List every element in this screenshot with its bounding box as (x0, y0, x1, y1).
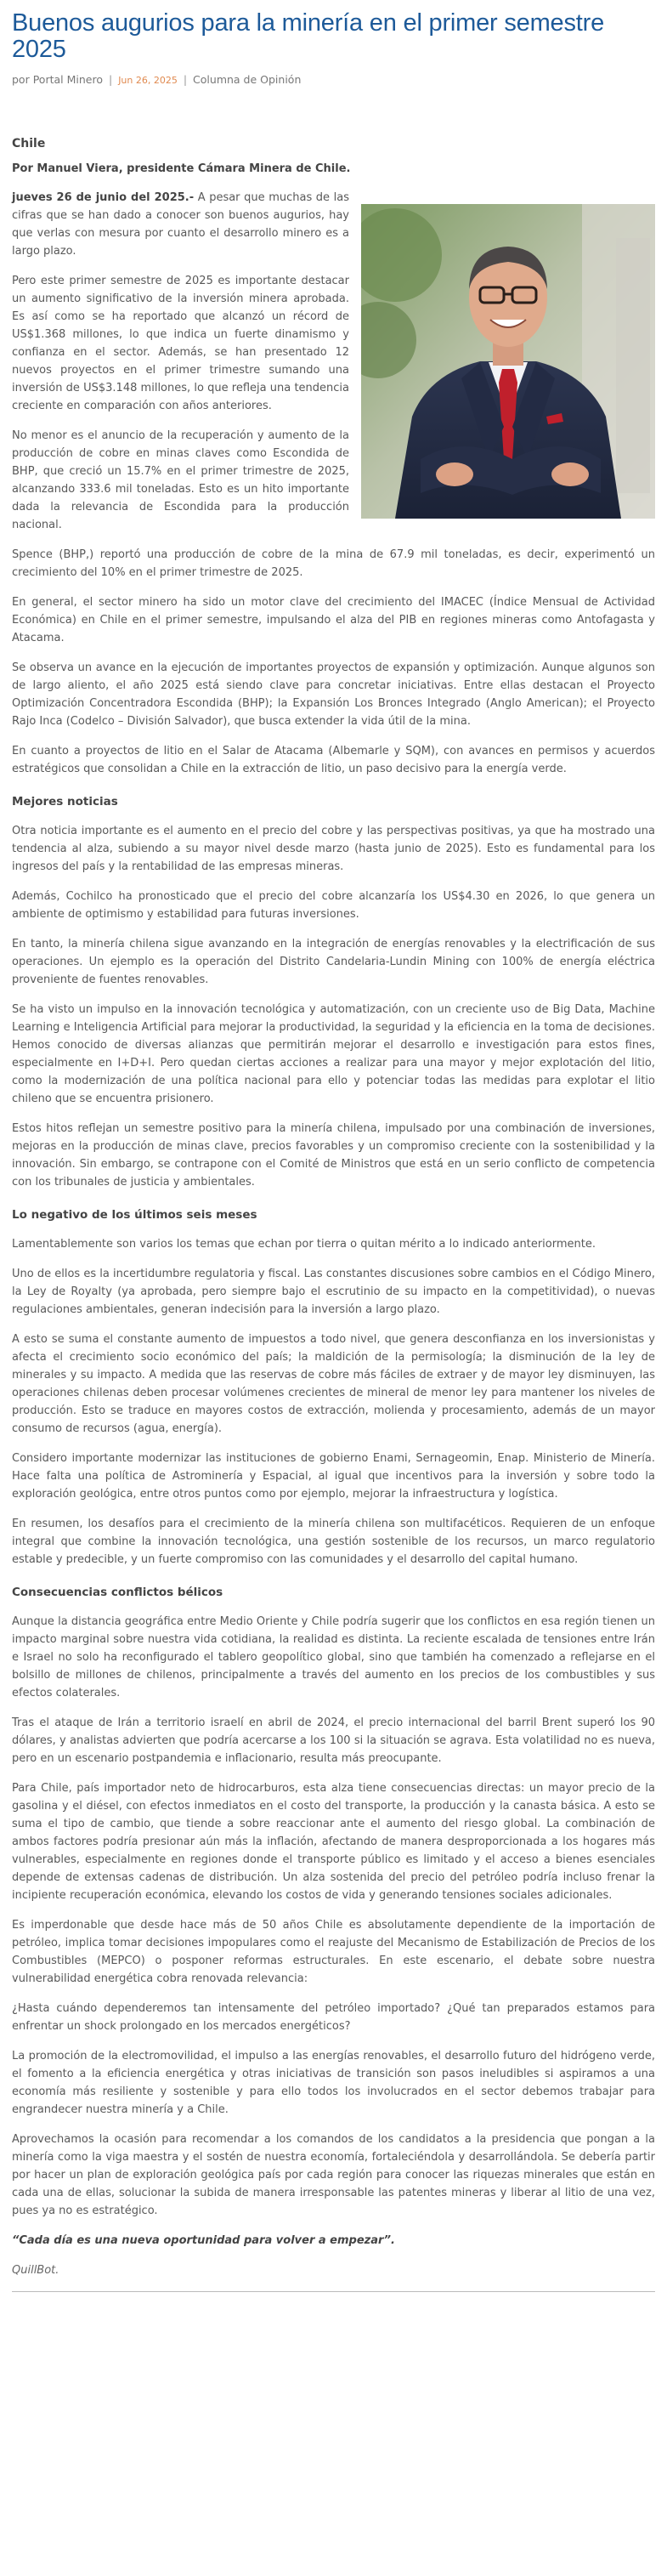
paragraph: ¿Hasta cuándo dependeremos tan intensamente del petróleo importado? ¿Qué tan preparados estamos para enfrentar un shock prolongado en los mercados energéticos? (12, 2002, 655, 2033)
paragraph: En tanto, la minería chilena sigue avanzando en la integración de energías renovables y la electrificación de sus operaciones. Un ejemplo es la operación del Distrito Candelaria-Lundin Mining con 100% de energía eléctrica proveniente de fuentes renovables. (12, 938, 655, 986)
section-heading: Lo negativo de los últimos seis meses (12, 1208, 257, 1222)
lead-date: jueves 26 de junio del 2025.- (12, 191, 195, 204)
meta-separator: | (183, 73, 188, 86)
paragraph: Es imperdonable que desde hace más de 50 años Chile es absolutamente dependiente de la importación de petróleo, implica tomar decisiones impopulares como el reajuste del Mecanismo de Estabilización de Precios de los Combustibles (MEPCO) o posponer reformas estructurales. En este escenario, el debate sobre nuestra vulnerabilidad energética cobra renovada relevancia: (12, 1919, 655, 1985)
paragraph: Aprovechamos la ocasión para recomendar a los comandos de los candidatos a la presidencia que pongan a la minería como la viga maestra y el sostén de nuestra economía, fortaleciéndola y desarrollándola. Se debería partir por hacer un plan de exploración geológica país por cada región para conocer las riquezas minerales que están en cada una de ellas, solucionar la subida de manera irresponsable las patentes mineras y liberar al litio de una vez, pues ya no es estratégico. (12, 2133, 655, 2217)
author-link[interactable]: Portal Minero (32, 73, 103, 86)
meta-separator: | (108, 73, 113, 86)
paragraph: En resumen, los desafíos para el crecimiento de la minería chilena son multifacéticos. Requieren de un enfoque integral que combine la innovación tecnológica, una gestión sostenible de los recursos, un marco regulatorio estable y predecible, y un fuerte compromiso con las comunidades y el desarrollo del capital humano. (12, 1518, 655, 1566)
divider (12, 2291, 655, 2292)
paragraph: Se observa un avance en la ejecución de importantes proyectos de expansión y optimización. Aunque algunos son de largo aliento, el año 2025 está siendo clave para concretar iniciativas. Entre ellas destacan el Proyecto Optimización Concentradora Escondida (BHP); la Expansión Los Bronces Integrado (Anglo American); el Proyecto Rajo Inca (Codelco – División Salvador), que busca extender la vida útil de la mina. (12, 661, 655, 728)
author-portrait-image (361, 204, 655, 519)
article-byline: Por Manuel Viera, presidente Cámara Minera de Chile. (12, 162, 351, 175)
paragraph: A esto se suma el constante aumento de impuestos a todo nivel, que genera desconfianza en los inversionistas y afecta el crecimiento socio económico del país; la maldición de la permisología; la disminución de la ley de minerales y su impacto. A medida que las reservas de cobre más fáciles de extraer y de mayor ley disminuyen, las operaciones chilenas deben procesar volúmenes crecientes de mineral de menor ley para mantener los niveles de producción. Esto se traduce en mayores costos de extracción, molienda y procesamiento, además de un mayor consumo de recursos (agua, energía). (12, 1333, 655, 1435)
portrait-illustration (361, 204, 655, 519)
paragraph: Para Chile, país importador neto de hidrocarburos, esta alza tiene consecuencias directas: un mayor precio de la gasolina y el diésel, con efectos inmediatos en el costo del transporte, la producción y la canasta básica. A esto se suma el tipo de cambio, que tiende a sobre reaccionar ante el aumento del riesgo global. La combinación de ambos factores podría presionar aún más la inflación, afectando de manera desproporcionada a los hogares más vulnerables, especialmente en regiones donde el transporte público es limitado y el acceso a bienes esenciales depende de extensas cadenas de distribución. Un alza sostenida del precio del petróleo podría incluso frenar la incipiente recuperación económica, elevando los costos de vida y generando tensiones sociales adicionales. (12, 1782, 655, 1902)
category-link[interactable]: Columna de Opinión (193, 73, 302, 86)
paragraph-part: Hemos conocido de diversas alianzas que permitirán mejorar el desarrollo e investigación para estos fines, especialmente en I+D+I. Pero quedan ciertas acciones a realizar para una mayor y mejor explotación del litio, como la modernización de una política nacional para ello y potenciar todas las medidas para explotar el litio chileno que se encuentra prisionero. (12, 1039, 655, 1105)
article-kicker: Chile (12, 137, 46, 150)
paragraph-part: Se ha visto un impulso en la innovación tecnológica y automatización, con un creciente uso de Big Data, Machine Learning e Inteligencia Artificial para mejorar la productividad, la seguridad y la eficiencia en la toma de decisiones. (12, 1003, 655, 1034)
paragraph: Otra noticia importante es el aumento en el precio del cobre y las perspectivas positivas, ya que ha mostrado una tendencia al alza, subiendo a su mayor nivel desde marzo (hasta junio de 2025). Esto es fundamental para los ingresos del país y la rentabilidad de las empresas mineras. (12, 825, 655, 873)
post-date: Jun 26, 2025 (118, 75, 178, 86)
section-heading: Consecuencias conflictos bélicos (12, 1586, 223, 1599)
paragraph: Lamentablemente son varios los temas que echan por tierra o quitan mérito a lo indicado anteriormente. (12, 1238, 596, 1251)
paragraph: Considero importante modernizar las instituciones de gobierno Enami, Sernageomin, Enap. Ministerio de Minería. Hace falta una política de Astrominería y Espacial, al igual que incentivos para la inversión y sobre todo la exploración geológica, entre otros puntos como por ejemplo, mejorar la infraestructura y logística. (12, 1452, 655, 1501)
meta-prefix: por (12, 73, 30, 86)
article-body (12, 135, 655, 2292)
article-title: Buenos augurios para la minería en el primer semestre 2025 (12, 9, 605, 63)
paragraph: La promoción de la electromovilidad, el impulso a las energías renovables, el desarrollo futuro del hidrógeno verde, el fomento a la eficiencia energética y otras iniciativas de transición son pasos ineludibles si aspiramos a una economía más resiliente y sostenible y para ello todos los involucrados en el sector debemos trabajar para engrandecer nuestra minería y a Chile. (12, 2050, 655, 2116)
section-heading: Mejores noticias (12, 795, 118, 809)
paragraph: Tras el ataque de Irán a territorio israelí en abril de 2024, el precio internacional del barril Brent superó los 90 dólares, y analistas advierten que podría acercarse a los 100 si la situación se agrava. Esta volatilidad no es nueva, pero en un escenario postpandemia e inflacionario, resulta más preocupante. (12, 1716, 655, 1765)
lead-text: A pesar que muchas de las cifras que se han dado a conocer son buenos augurios, hay que verlas con mesura por cuanto el desarrollo minero es a largo plazo. (12, 191, 349, 258)
paragraph: Aunque la distancia geográfica entre Medio Oriente y Chile podría sugerir que los conflictos en esa región tienen un impacto marginal sobre nuestra vida cotidiana, la realidad es distinta. La reciente escalada de tensiones entre Irán e Israel no solo ha reconfigurado el tablero geopolítico global, sino que también ha comenzado a reflejarse en el bolsillo de millones de chilenos, principalmente a través del aumento en los precios de los combustibles y sus efectos colaterales. (12, 1615, 655, 1699)
paragraph: En cuanto a proyectos de litio en el Salar de Atacama (Albemarle y SQM), con avances en permisos y acuerdos estratégicos que consolidan a Chile en la extracción de litio, un paso decisivo para la energía verde. (12, 745, 655, 775)
quote-source: QuillBot. (12, 2264, 59, 2277)
paragraph: Estos hitos reflejan un semestre positivo para la minería chilena, impulsado por una combinación de inversiones, mejoras en la producción de minas clave, precios favorables y un compromiso creciente con la sostenibilidad y la innovación. Sin embargo, se contrapone con el Comité de Ministros que está en un serio conflicto de competencia con los tribunales de justicia y ambientales. (12, 1122, 655, 1189)
post-meta (12, 73, 655, 86)
paragraph: Además, Cochilco ha pronosticado que el precio del cobre alcanzaría los US$4.30 en 2026, lo que genera un ambiente de optimismo y estabilidad para futuras inversiones. (12, 890, 655, 921)
paragraph: Uno de ellos es la incertidumbre regulatoria y fiscal. Las constantes discusiones sobre cambios en el Código Minero, la Ley de Royalty (ya aprobada, pero siempre bajo el escrutinio de su impacto en la competitividad), o nuevas regulaciones ambientales, generan indecisión para la inversión a largo plazo. (12, 1268, 655, 1316)
paragraph: No menor es el anuncio de la recuperación y aumento de la producción de cobre en minas claves como Escondida de BHP, que creció un 15.7% en el primer trimestre de 2025, alcanzando 333.6 mil toneladas. Esto es un hito importante dada la relevancia de Escondida para la producción nacional. (12, 429, 349, 531)
closing-quote: “Cada día es una nueva oportunidad para volver a empezar”. (12, 2234, 395, 2247)
paragraph: Pero este primer semestre de 2025 es importante destacar un aumento significativo de la inversión minera aprobada. Es así como se ha reportado que alcanzó un récord de US$1.368 millones, lo que indica un fuerte dinamismo y confianza en el sector. Además, se han presentado 12 nuevos proyectos en el primer trimestre sumando una inversión de US$3.148 millones, lo que refleja una tendencia creciente en comparación con años anteriores. (12, 275, 349, 412)
paragraph: Spence (BHP,) reportó una producción de cobre de la mina de 67.9 mil toneladas, es decir, experimentó un crecimiento del 10% en el primer trimestre de 2025. (12, 548, 655, 579)
paragraph: En general, el sector minero ha sido un motor clave del crecimiento del IMACEC (Índice Mensual de Actividad Económica) en Chile en el primer semestre, impulsando el alza del PIB en regiones mineras como Antofagasta y Atacama. (12, 596, 655, 644)
paragraph (12, 1001, 655, 1108)
